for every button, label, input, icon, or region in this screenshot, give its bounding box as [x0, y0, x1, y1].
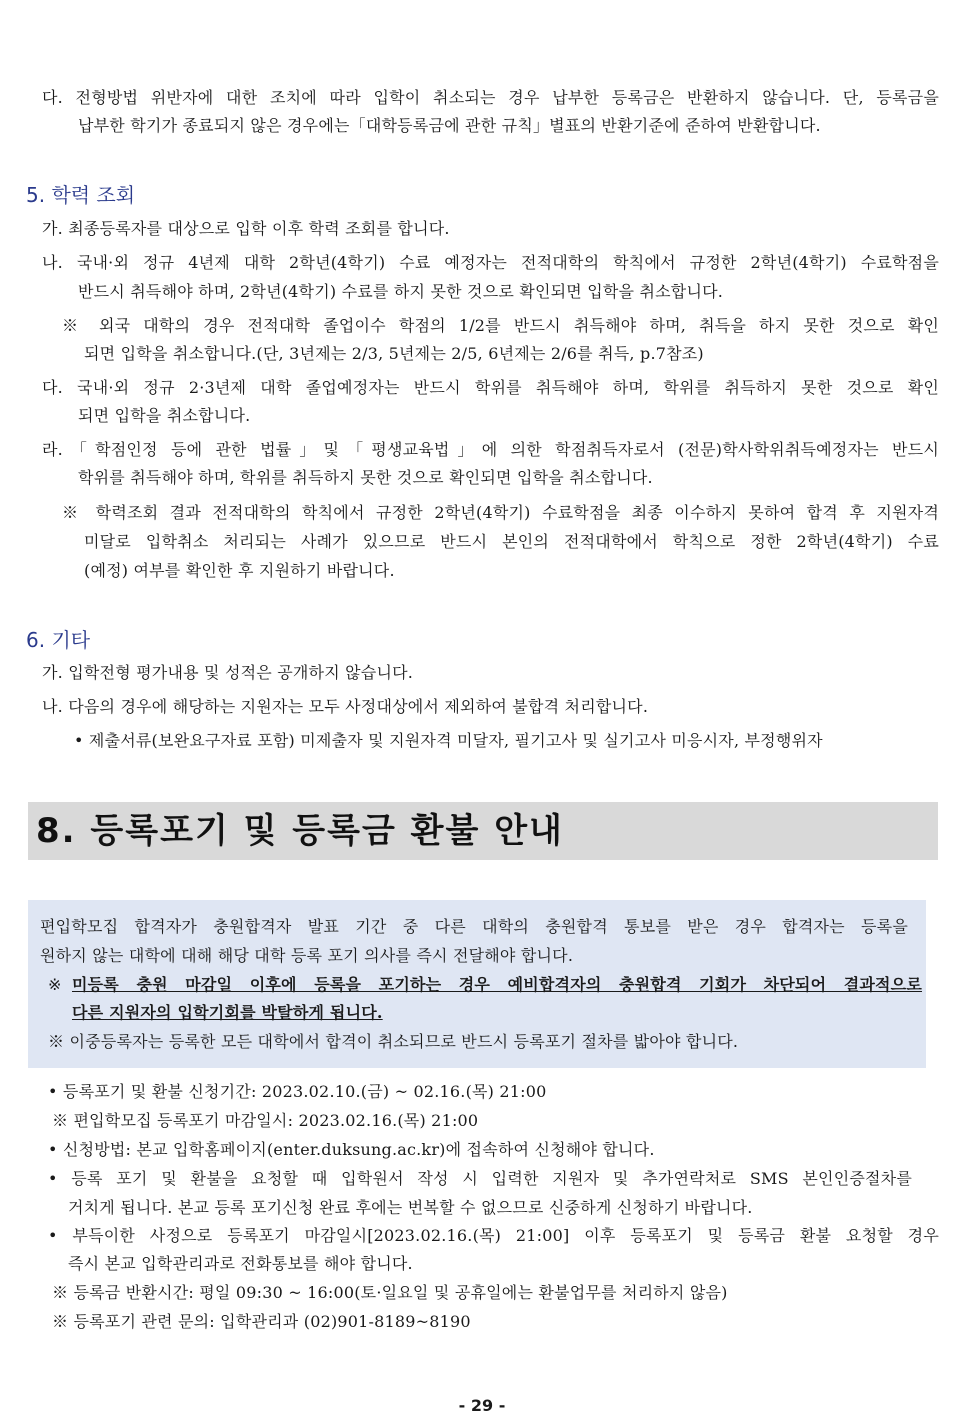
s5-note2-line3: (예정) 여부를 확인한 후 지원하기 바랍니다.	[84, 561, 395, 580]
notice-line1: 편입학모집 합격자가 충원합격자 발표 기간 중 다른 대학의 충원합격 통보를 받은 경우 합격자는 등록을	[40, 917, 908, 936]
list-bullet-late-line1: • 부득이한 사정으로 등록포기 마감일시[2023.02.16.(목) 21:00] 이후 등록포기 및 등록금 환불 요청할 경우	[48, 1226, 939, 1245]
list-bullet-late-line2: 즉시 본교 입학관리과로 전화통보를 해야 합니다.	[68, 1254, 413, 1273]
notice-line2: 원하지 않는 대학에 대해 해당 대학 등록 포기 의사를 즉시 전달해야 합니다.	[40, 946, 574, 965]
s5-note1-line1: ※ 외국 대학의 경우 전적대학 졸업이수 학점의 1/2를 반드시 취득해야 하며, 취득을 하지 못한 것으로 확인	[62, 316, 939, 335]
list-bullet-sms-line2: 거치게 됩니다. 본교 등록 포기신청 완료 후에는 번복할 수 없으므로 신중하게 신청하기 바랍니다.	[68, 1198, 753, 1217]
notice-mark: ※	[48, 975, 62, 994]
s5-na-line2: 반드시 취득해야 하며, 2학년(4학기) 수료를 하지 못한 것으로 확인되면 입학을 취소합니다.	[78, 282, 724, 301]
list-note-deadline: ※ 편입학모집 등록포기 마감일시: 2023.02.16.(목) 21:00	[52, 1111, 479, 1130]
list-bullet-period: • 등록포기 및 환불 신청기간: 2023.02.10.(금) ~ 02.16.(목) 21:00	[48, 1082, 547, 1101]
s6-ga: 가. 입학전형 평가내용 및 성적은 공개하지 않습니다.	[42, 663, 414, 682]
clause-da-line1: 다. 전형방법 위반자에 대한 조치에 따라 입학이 취소되는 경우 납부한 등록금은 반환하지 않습니다. 단, 등록금을	[42, 88, 939, 107]
s5-ga: 가. 최종등록자를 대상으로 입학 이후 학력 조회를 합니다.	[42, 219, 450, 238]
notice-line5: ※ 이중등록자는 등록한 모든 대학에서 합격이 취소되므로 반드시 등록포기 절차를 밟아야 합니다.	[48, 1032, 739, 1051]
s5-na-line1: 나. 국내·외 정규 4년제 대학 2학년(4학기) 수료 예정자는 전적대학의 학칙에서 규정한 2학년(4학기) 수료학점을	[42, 253, 939, 272]
section-6-heading: 6. 기타	[26, 628, 91, 652]
s5-note2-line1: ※ 학력조회 결과 전적대학의 학칙에서 규정한 2학년(4학기) 수료학점을 최종 이수하지 못하여 합격 후 지원자격	[62, 503, 939, 522]
s6-bullet: • 제출서류(보완요구자료 포함) 미제출자 및 지원자격 미달자, 필기고사 및 실기고사 미응시자, 부정행위자	[74, 731, 823, 750]
list-note-refund-hours: ※ 등록금 반환시간: 평일 09:30 ~ 16:00(토·일요일 및 공휴일에는 환불업무를 처리하지 않음)	[52, 1283, 728, 1302]
list-bullet-method: • 신청방법: 본교 입학홈페이지(enter.duksung.ac.kr)에 접속하여 신청해야 합니다.	[48, 1140, 655, 1159]
s5-da-line2: 되면 입학을 취소합니다.	[78, 406, 251, 425]
s5-da-line1: 다. 국내·외 정규 2·3년제 대학 졸업예정자는 반드시 학위를 취득해야 하며, 학위를 취득하지 못한 것으로 확인	[42, 378, 939, 397]
list-note-contact: ※ 등록포기 관련 문의: 입학관리과 (02)901-8189~8190	[52, 1312, 471, 1331]
chapter-title: 8. 등록포기 및 등록금 환불 안내	[36, 811, 564, 851]
s6-na: 나. 다음의 경우에 해당하는 지원자는 모두 사정대상에서 제외하여 불합격 처리합니다.	[42, 697, 649, 716]
s5-ra-line2: 학위를 취득해야 하며, 학위를 취득하지 못한 것으로 확인되면 입학을 취소합니다.	[78, 468, 653, 487]
notice-bold-line2: 다른 지원자의 입학기회를 박탈하게 됩니다.	[72, 1003, 383, 1022]
page-number: - 29 -	[458, 1396, 506, 1415]
section-5-heading: 5. 학력 조회	[26, 183, 136, 207]
s5-note1-line2: 되면 입학을 취소합니다.(단, 3년제는 2/3, 5년제는 2/5, 6년제는 2/6를 취득, p.7참조)	[84, 344, 704, 363]
notice-bold-line1: 미등록 충원 마감일 이후에 등록을 포기하는 경우 예비합격자의 충원합격 기회가 차단되어 결과적으로	[72, 975, 922, 994]
list-bullet-sms-line1: • 등록 포기 및 환불을 요청할 때 입학원서 작성 시 입력한 지원자 및 추가연락처로 SMS 본인인증절차를	[48, 1169, 912, 1188]
s5-note2-line2: 미달로 입학취소 처리되는 사례가 있으므로 반드시 본인의 전적대학에서 학칙으로 정한 2학년(4학기) 수료	[84, 532, 939, 551]
clause-da-line2: 납부한 학기가 종료되지 않은 경우에는「대학등록금에 관한 규칙」별표의 반환기준에 준하여 반환합니다.	[78, 116, 821, 135]
s5-ra-line1: 라.「학점인정 등에 관한 법률」및「평생교육법」에 의한 학점취득자로서 (전문)학사학위취득예정자는 반드시	[42, 440, 939, 459]
